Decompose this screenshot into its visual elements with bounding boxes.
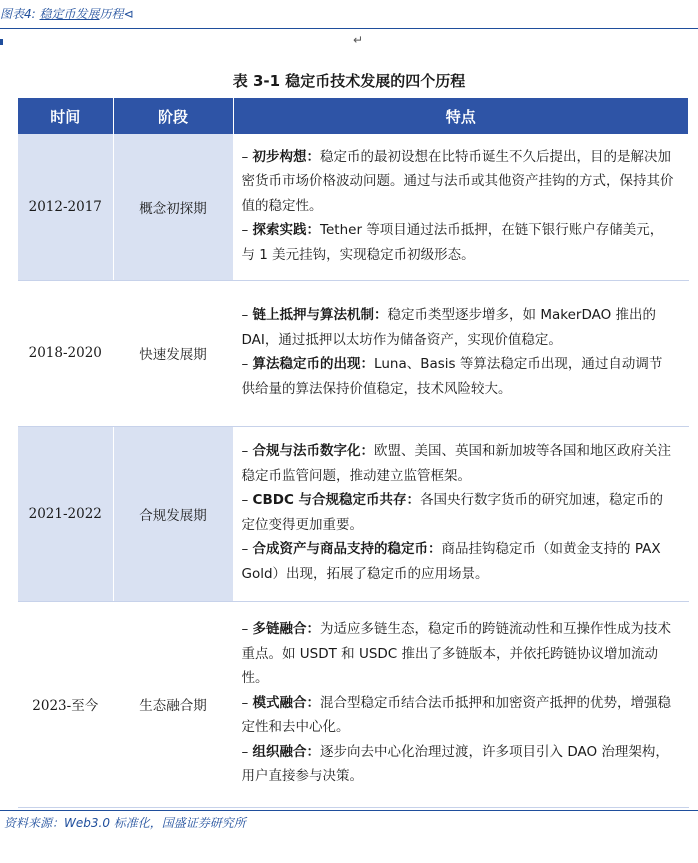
feature-title: 合规与法币数字化： [252, 443, 375, 459]
stage-cell: 概念初探期 [113, 134, 233, 280]
feature-text: 为适应多链生态，稳定币的跨链流动性和互操作性成为技术重点。如 USDT 和 USDC 推出了多链版本，并依托跨链协议增加流动性。 [241, 621, 672, 687]
feature-text: 稳定币类型逐步增多，如 MakerDAO 推出的 DAI，通过抵押以太坊作为储备资产，实现价值稳定。 [241, 307, 657, 348]
feature-title: 链上抵押与算法机制： [252, 307, 388, 323]
table-row [18, 280, 688, 426]
feature-title: 合成资产与商品支持的稳定币： [252, 541, 442, 557]
features-cell [233, 280, 688, 426]
feature-item: – 初步构想：稳定币的最初设想在比特币诞生不久后提出，目的是解决加密货币市场价格波动问题。通过与法币或其他资产挂钩的方式，保持其价值的稳定性。 [241, 148, 674, 214]
feature-text: 混合型稳定币结合法币抵押和加密资产抵押的优势，增强稳定性和去中心化。 [241, 694, 672, 736]
feature-title: CBDC 与合规稳定币共存： [252, 492, 421, 508]
table-row [18, 134, 688, 280]
table-row [18, 601, 688, 807]
feature-title: 模式融合： [252, 694, 321, 711]
feature-text: 逐步向去中心化治理过渡，许多项目引入 DAO 治理架构，用户直接参与决策。 [241, 743, 669, 785]
period-cell: 2023-至今 [18, 601, 113, 807]
bottom-rule [0, 810, 698, 811]
period-cell: 2021-2022 [18, 426, 113, 601]
stage-cell: 快速发展期 [113, 280, 233, 426]
feature-item: – 多链融合：为适应多链生态，稳定币的跨链流动性和互操作性成为技术重点。如 USDT 和 USDC 推出了多链版本，并依托跨链协议增加流动性。 [241, 621, 672, 687]
figure-prefix: 图表4: [0, 7, 40, 21]
feature-item: – CBDC 与合规稳定币共存：各国央行数字货币的研究加速，稳定币的定位变得更加重要。 [241, 492, 664, 533]
source-note: 资料来源：Web3.0 标准化，国盛证券研究所 [4, 816, 246, 830]
feature-title: 多链融合： [252, 621, 321, 638]
left-margin-mark [0, 39, 3, 45]
paragraph-mark: ↵ [353, 33, 364, 47]
feature-text: 商品挂钩稳定币（如黄金支持的 PAX Gold）出现，拓展了稳定币的应用场景。 [241, 541, 661, 582]
feature-title: 探索实践： [252, 222, 321, 238]
feature-item: – 链上抵押与算法机制：稳定币类型逐步增多，如 MakerDAO 推出的 DAI，通过抵押以太坊作为储备资产，实现价值稳定。 [241, 307, 657, 348]
feature-text: 各国央行数字货币的研究加速，稳定币的定位变得更加重要。 [241, 492, 664, 533]
features-cell [233, 134, 688, 280]
table-title: 表 3-1 稳定币技术发展的四个历程 [232, 72, 466, 90]
stage-cell: 合规发展期 [113, 426, 233, 601]
feature-title: 初步构想： [252, 148, 321, 165]
figure-underlined-title: 稳定币发展 [39, 7, 100, 21]
header-features: 特点 [233, 98, 688, 134]
figure-suffix: 历程 [99, 7, 124, 21]
stablecoin-history-table [18, 98, 689, 808]
features-cell [233, 426, 688, 601]
feature-title: 组织融合： [252, 743, 321, 760]
header-time: 时间 [18, 98, 113, 134]
figure-caption [0, 4, 698, 24]
figure-mark: ⊲ [123, 7, 134, 21]
table-header-row [18, 98, 688, 134]
feature-item: – 模式融合：混合型稳定币结合法币抵押和加密资产抵押的优势，增强稳定性和去中心化。 [241, 694, 672, 736]
feature-text: Tether 等项目通过法币抵押，在链下银行账户存储美元，与 1 美元挂钩，实现稳定币初级形态。 [241, 222, 664, 263]
feature-item: – 组织融合：逐步向去中心化治理过渡，许多项目引入 DAO 治理架构，用户直接参与决策。 [241, 743, 669, 785]
feature-item: – 合规与法币数字化：欧盟、美国、英国和新加坡等各国和地区政府关注稳定币监管问题，推动建立监管框架。 [241, 443, 672, 484]
feature-item: – 探索实践：Tether 等项目通过法币抵押，在链下银行账户存储美元，与 1 美元挂钩，实现稳定币初级形态。 [241, 222, 664, 263]
header-stage: 阶段 [113, 98, 233, 134]
feature-title: 算法稳定币的出现： [252, 356, 375, 372]
period-cell: 2018-2020 [18, 280, 113, 426]
feature-item: – 合成资产与商品支持的稳定币：商品挂钩稳定币（如黄金支持的 PAX Gold）出现，拓展了稳定币的应用场景。 [241, 541, 661, 582]
features-cell [233, 601, 688, 807]
table-row [18, 426, 688, 601]
period-cell: 2012-2017 [18, 134, 113, 280]
stage-cell: 生态融合期 [113, 601, 233, 807]
feature-text: 稳定币的最初设想在比特币诞生不久后提出，目的是解决加密货币市场价格波动问题。通过与法币或其他资产挂钩的方式，保持其价值的稳定性。 [241, 148, 674, 214]
feature-item: – 算法稳定币的出现：Luna、Basis 等算法稳定币出现，通过自动调节供给量的算法保持价值稳定，技术风险较大。 [241, 356, 663, 397]
feature-text: 欧盟、美国、英国和新加坡等各国和地区政府关注稳定币监管问题，推动建立监管框架。 [241, 443, 672, 484]
caption-rule [0, 28, 698, 29]
feature-text: Luna、Basis 等算法稳定币出现，通过自动调节供给量的算法保持价值稳定，技术风险较大。 [241, 356, 663, 397]
